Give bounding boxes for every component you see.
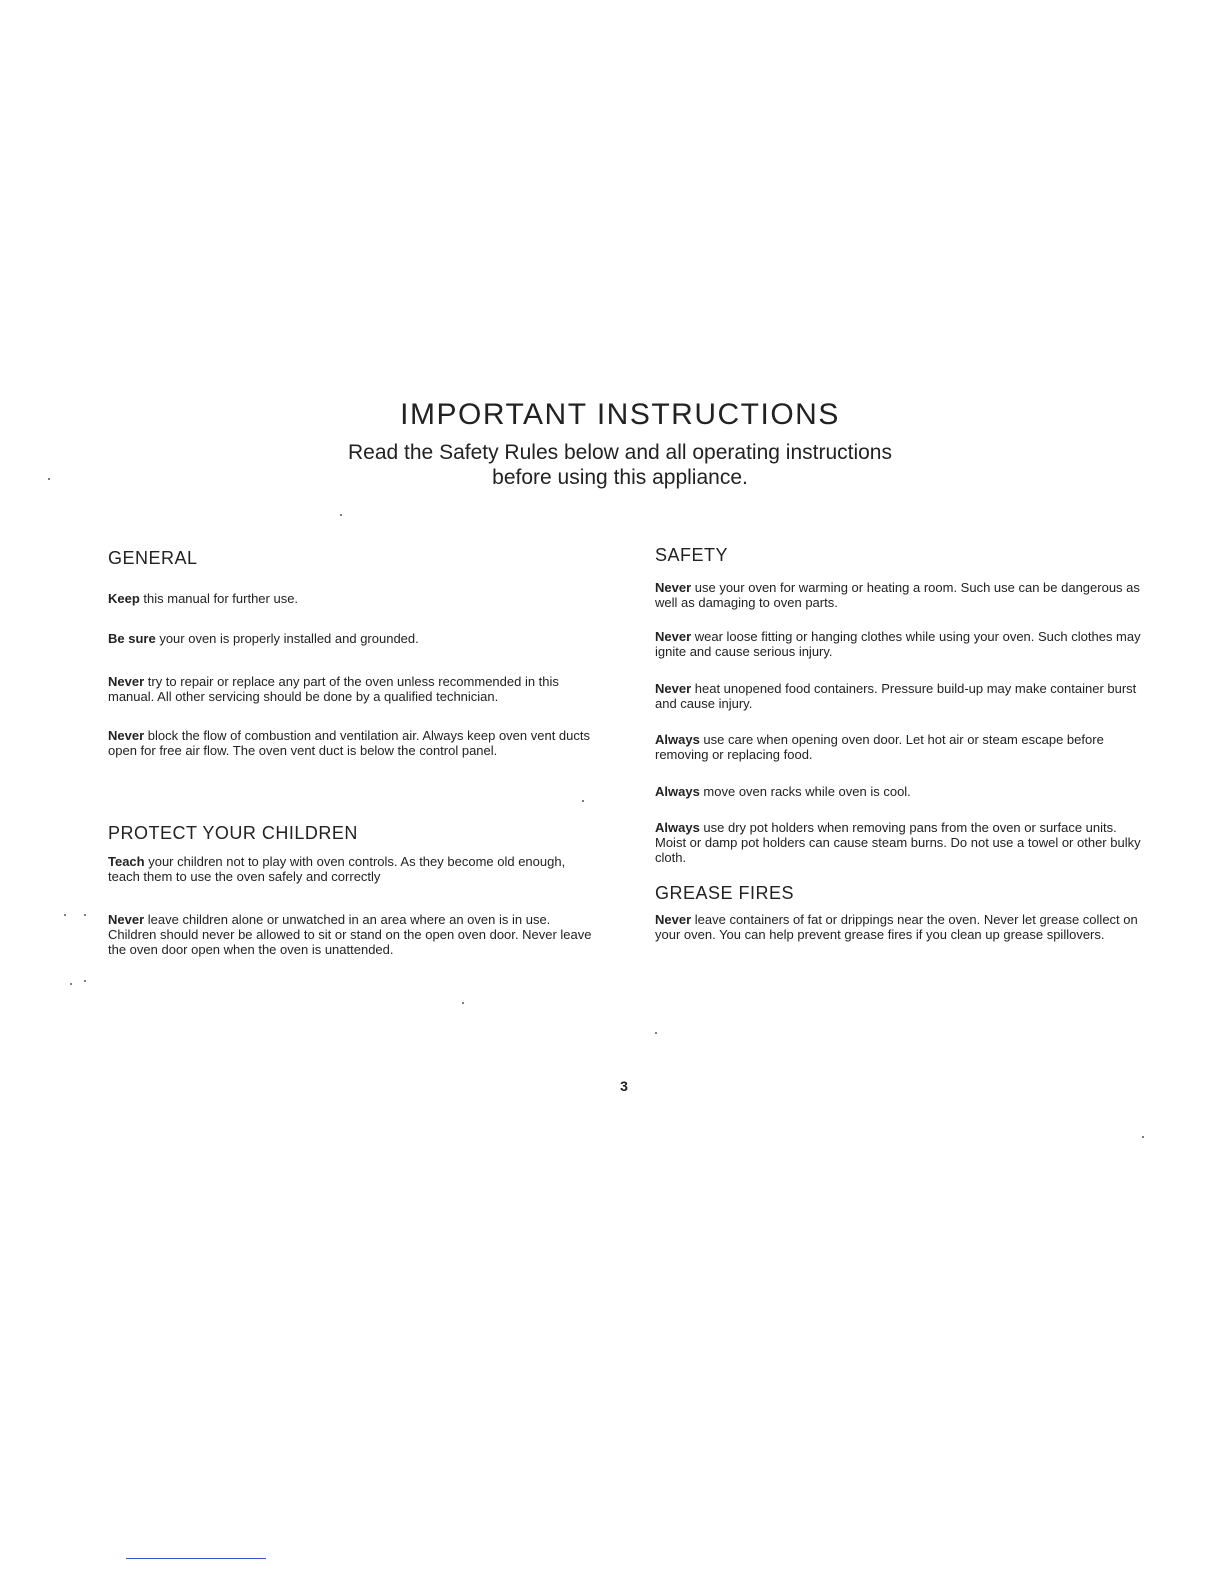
general-section	[108, 548, 594, 569]
grease-fires-item-1	[655, 912, 1141, 942]
scan-speck	[64, 914, 66, 916]
scan-speck	[1142, 1136, 1144, 1138]
protect-children-item-1	[108, 854, 594, 884]
safety-section	[655, 545, 1141, 566]
scan-speck	[84, 980, 86, 982]
grease-fires-heading: GREASE FIRES	[655, 883, 795, 903]
safety-item-3	[655, 681, 1141, 711]
safety-item-1-text: use your oven for warming or heating a room. Such use can be dangerous as well as damaging to oven parts.	[655, 580, 1140, 610]
safety-item-2-text: wear loose fitting or hanging clothes while using your oven. Such clothes may ignite and cause serious injury.	[655, 629, 1141, 659]
safety-item-1-lead: Never	[655, 580, 692, 595]
general-item-3-text: try to repair or replace any part of the oven unless recommended in this manual. All other servicing should be done by a qualified technician.	[108, 674, 559, 704]
general-item-4-text: block the flow of combustion and ventilation air. Always keep oven vent ducts open for free air flow. The oven vent duct is below the control panel.	[108, 728, 591, 758]
general-item-4	[108, 728, 594, 758]
safety-item-5	[655, 784, 1141, 799]
safety-item-6-text: use dry pot holders when removing pans from the oven or surface units. Moist or damp pot holders can cause steam burns. Do not use a towel or other bulky cloth.	[655, 820, 1141, 865]
scan-speck	[340, 514, 342, 516]
scan-speck	[48, 478, 50, 480]
general-item-3	[108, 674, 594, 704]
protect-children-item-2-text: leave children alone or unwatched in an area where an oven is in use. Children should never be allowed to sit or stand on the open oven door. Never leave the oven door open when the oven is unattended.	[108, 912, 592, 957]
general-heading: GENERAL	[108, 548, 198, 568]
grease-fires-item-1-text: leave containers of fat or drippings near the oven. Never let grease collect on your oven. You can help prevent grease fires if you clean up grease spillovers.	[655, 912, 1138, 942]
general-item-3-lead: Never	[108, 674, 145, 689]
general-item-1-lead: Keep	[108, 591, 140, 606]
protect-children-heading: PROTECT YOUR CHILDREN	[108, 823, 358, 843]
general-item-2-text: your oven is properly installed and grounded.	[155, 631, 419, 646]
safety-item-4-lead: Always	[655, 732, 700, 747]
protect-children-item-1-text: your children not to play with oven controls. As they become old enough, teach them to use the oven safely and correctly	[108, 854, 566, 884]
scan-speck	[655, 1032, 657, 1034]
page-number: 3	[620, 1078, 628, 1094]
scan-speck	[70, 983, 72, 985]
safety-heading: SAFETY	[655, 545, 729, 565]
safety-item-2	[655, 629, 1141, 659]
grease-fires-item-1-lead: Never	[655, 912, 692, 927]
subtitle-line-2: before using this appliance.	[492, 466, 748, 489]
safety-item-6	[655, 820, 1141, 865]
page-title: IMPORTANT INSTRUCTIONS	[400, 398, 840, 431]
grease-fires-section	[655, 883, 1141, 904]
protect-children-item-2	[108, 912, 594, 957]
footer-rule	[126, 1558, 266, 1559]
general-item-2-lead: Be sure	[108, 631, 156, 646]
general-item-2	[108, 631, 594, 646]
safety-item-5-text: move oven racks while oven is cool.	[699, 784, 911, 799]
safety-item-4-text: use care when opening oven door. Let hot air or steam escape before removing or replacing food.	[655, 732, 1104, 762]
page-subtitle	[0, 440, 1224, 490]
safety-item-5-lead: Always	[655, 784, 700, 799]
protect-children-item-2-lead: Never	[108, 912, 145, 927]
general-item-4-lead: Never	[108, 728, 145, 743]
safety-item-1	[655, 580, 1141, 610]
safety-item-3-lead: Never	[655, 681, 692, 696]
scan-speck	[462, 1002, 464, 1004]
general-item-1	[108, 591, 594, 606]
protect-children-item-1-lead: Teach	[108, 854, 145, 869]
safety-item-2-lead: Never	[655, 629, 692, 644]
safety-item-3-text: heat unopened food containers. Pressure build-up may make container burst and cause injury.	[655, 681, 1137, 711]
protect-children-section	[108, 823, 594, 844]
scan-speck	[84, 914, 86, 916]
safety-item-4	[655, 732, 1141, 762]
safety-item-6-lead: Always	[655, 820, 700, 835]
subtitle-line-1: Read the Safety Rules below and all operating instructions	[348, 441, 892, 464]
general-item-1-text: this manual for further use.	[139, 591, 299, 606]
scan-speck	[582, 800, 584, 802]
